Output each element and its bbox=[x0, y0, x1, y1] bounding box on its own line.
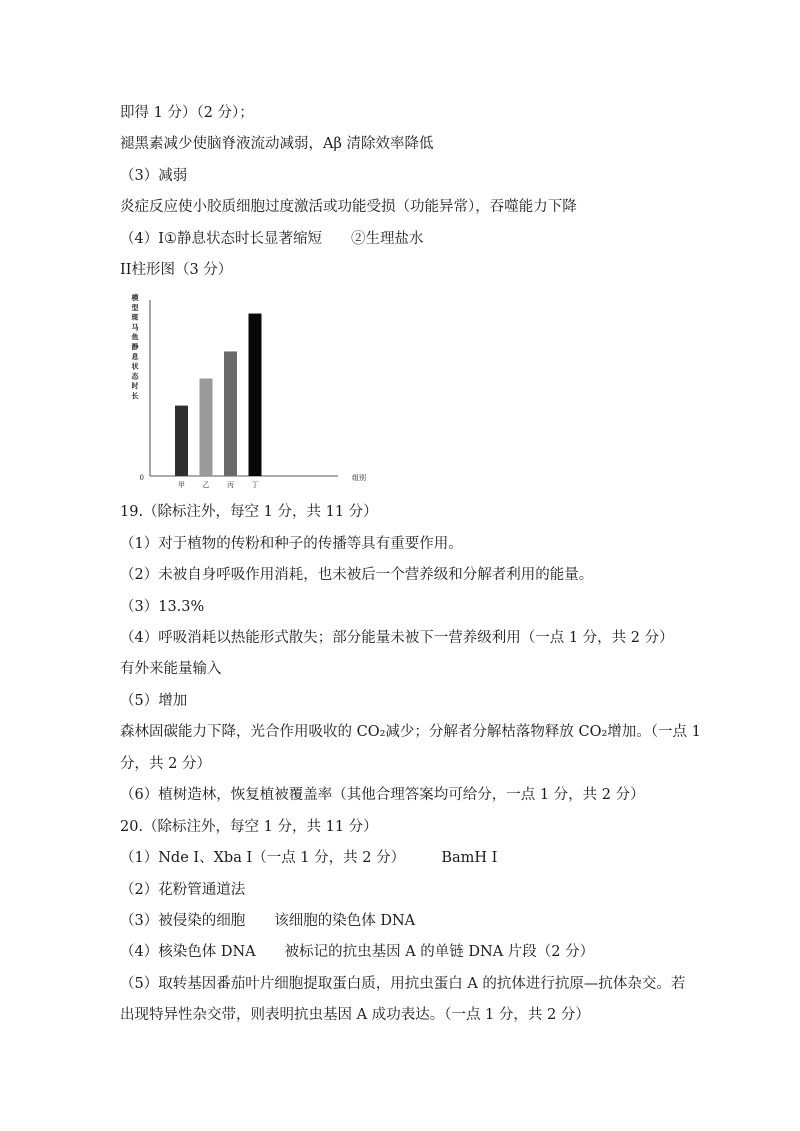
text-line-4: 炎症反应使小胶质细胞过度激活或功能受损（功能异常），吞噬能力下降 bbox=[120, 199, 577, 215]
bar-甲 bbox=[175, 406, 188, 476]
text-line-8: （1）对于植物的传粉和种子的传播等具有重要作用。 bbox=[120, 536, 463, 552]
y-label-char: 态 bbox=[131, 371, 139, 381]
y-axis-label bbox=[132, 293, 140, 400]
x-tick-label: 乙 bbox=[202, 481, 210, 489]
text-line-23: 出现特异性杂交带，则表明抗虫基因 A 成功表达。（一点 1 分，共 2 分） bbox=[120, 1007, 590, 1023]
y-label-char: 时 bbox=[131, 381, 139, 391]
text-line-21: （4）核染色体 DNA 被标记的抗虫基因 A 的单链 DNA 片段（2 分） bbox=[120, 944, 595, 960]
x-tick-label: 丁 bbox=[251, 481, 259, 489]
origin-label: 0 bbox=[139, 474, 144, 482]
y-label-char: 鱼 bbox=[131, 332, 139, 342]
text-line-15: 分，共 2 分） bbox=[120, 756, 211, 772]
y-label-char: 模 bbox=[131, 293, 139, 302]
text-line-9: （2）未被自身呼吸作用消耗，也未被后一个营养级和分解者利用的能量。 bbox=[120, 567, 594, 583]
text-line-22: （5）取转基因番茄叶片细胞提取蛋白质，用抗虫蛋白 A 的抗体进行抗原—抗体杂交。若 bbox=[120, 976, 686, 992]
bar-乙 bbox=[200, 379, 213, 476]
text-line-19: （2）花粉管通道法 bbox=[120, 882, 246, 898]
text-line-3: （3）减弱 bbox=[120, 168, 188, 184]
text-line-2: 褪黑素减少使脑脊液流动减弱，Aβ 清除效率降低 bbox=[120, 136, 434, 152]
text-line-18: （1）Nde I、Xba I（一点 1 分，共 2 分） BamH I bbox=[120, 850, 498, 866]
x-axis-label: 组别 bbox=[352, 474, 366, 482]
text-line-13: （5）增加 bbox=[120, 693, 188, 709]
bar-chart bbox=[120, 290, 380, 490]
x-tick-label: 丙 bbox=[227, 481, 234, 489]
y-label-char: 静 bbox=[131, 342, 139, 351]
text-line-10: （3）13.3% bbox=[120, 599, 205, 615]
y-label-char: 斑 bbox=[131, 312, 139, 322]
y-label-char: 息 bbox=[131, 351, 139, 361]
y-label-char: 长 bbox=[131, 391, 139, 400]
text-line-12: 有外来能量输入 bbox=[120, 661, 222, 677]
text-line-20: （3）被侵染的细胞 该细胞的染色体 DNA bbox=[120, 913, 416, 929]
y-label-char: 状 bbox=[131, 361, 139, 371]
text-line-14: 森林固碳能力下降，光合作用吸收的 CO₂减少；分解者分解枯落物释放 CO₂增加。（一点 1 bbox=[120, 724, 701, 740]
text-line-11: （4）呼吸消耗以热能形式散失；部分能量未被下一营养级利用（一点 1 分，共 2 分） bbox=[120, 630, 674, 646]
y-label-char: 型 bbox=[131, 302, 139, 312]
text-line-7: 19.（除标注外，每空 1 分，共 11 分） bbox=[120, 504, 378, 520]
text-line-1: 即得 1 分）（2 分）； bbox=[120, 105, 254, 121]
text-line-16: （6）植树造林，恢复植被覆盖率（其他合理答案均可给分，一点 1 分，共 2 分） bbox=[120, 787, 645, 803]
text-line-17: 20.（除标注外，每空 1 分，共 11 分） bbox=[120, 819, 378, 835]
x-tick-label: 甲 bbox=[178, 481, 185, 489]
bar-丁 bbox=[249, 314, 262, 476]
bar-丙 bbox=[224, 351, 237, 476]
text-line-6: II柱形图（3 分） bbox=[120, 262, 233, 278]
y-label-char: 马 bbox=[131, 322, 139, 332]
text-line-5: （4）I①静息状态时长显著缩短 ②生理盐水 bbox=[120, 231, 424, 247]
